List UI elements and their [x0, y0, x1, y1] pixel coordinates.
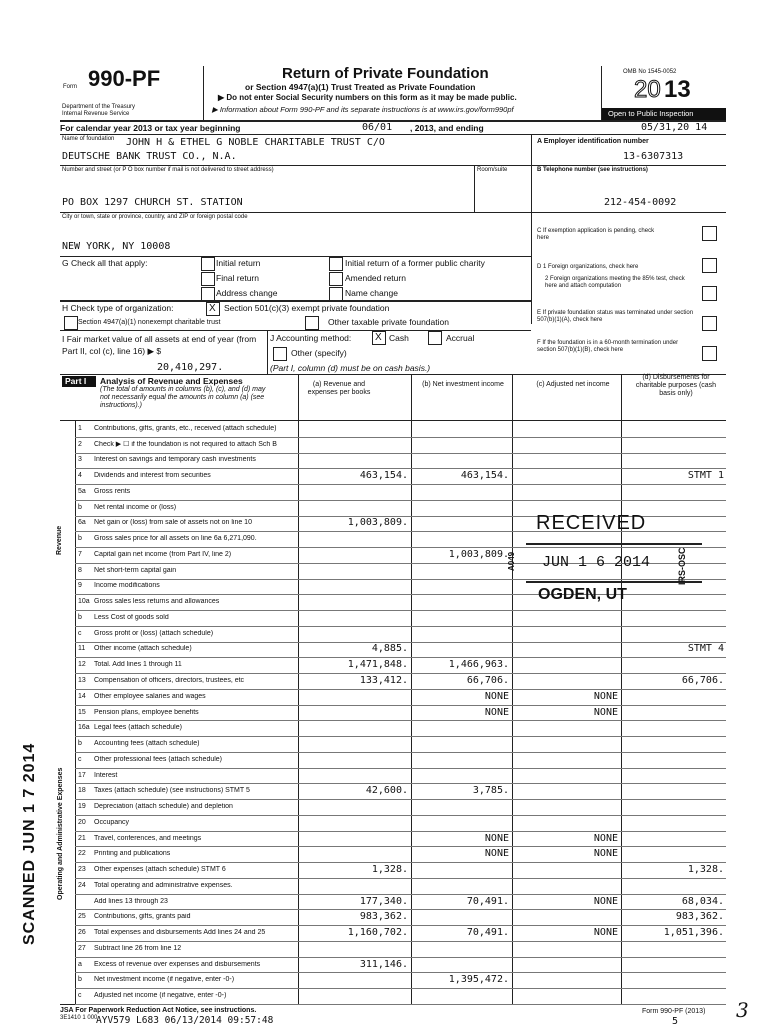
col-c-cell: NONE: [593, 896, 618, 907]
row-divider: [75, 736, 726, 737]
row-divider: [75, 783, 726, 784]
address-label: Address change: [216, 288, 278, 298]
row-label: Add lines 13 through 23: [94, 898, 168, 905]
row-divider: [75, 831, 726, 832]
expenses-section-label: Operating and Administrative Expenses: [57, 767, 64, 900]
col-d-cell: 1,328.: [687, 864, 724, 875]
row-divider: [75, 484, 726, 485]
row-label: Compensation of officers, directors, trustees, etc: [94, 677, 245, 684]
row-number: 11: [78, 645, 86, 652]
d1-label: D 1 Foreign organizations, check here: [537, 264, 639, 270]
col-b-header: (b) Net investment income: [422, 381, 504, 388]
row-divider: [75, 768, 726, 769]
row-number: 5a: [78, 488, 86, 495]
row-label: Occupancy: [94, 819, 130, 826]
g-label: G Check all that apply:: [62, 258, 148, 268]
col-a-cell: 177,340.: [359, 896, 408, 907]
cash-label: Cash: [389, 333, 409, 343]
row-number: c: [78, 630, 82, 637]
col-b-cell: 1,466,963.: [448, 659, 509, 670]
d2-checkbox[interactable]: [702, 286, 717, 301]
col-b-cell: 463,154.: [460, 470, 509, 481]
row-label: Travel, conferences, and meetings: [94, 835, 202, 842]
row-label: Gross sales price for all assets on line 6a 6,271,090.: [94, 535, 257, 542]
street-label: Number and street (or P O box number if mail is not delivered to street address): [62, 167, 274, 173]
final-label: Final return: [216, 273, 259, 283]
col-d-cell: 66,706.: [681, 675, 724, 686]
row-number: 23: [78, 866, 86, 873]
row-divider: [75, 988, 726, 989]
row-number: 2: [78, 441, 82, 448]
c-label: C If exemption application is pending, check here: [537, 228, 655, 241]
row-number: 12: [78, 661, 86, 668]
row-label: Accounting fees (attach schedule): [94, 740, 200, 747]
address-checkbox[interactable]: [201, 287, 215, 301]
begin-date: 06/01: [362, 122, 393, 133]
h4947-checkbox[interactable]: [64, 316, 78, 330]
row-divider: [75, 626, 726, 627]
row-label: Legal fees (attach schedule): [94, 724, 182, 731]
row-number: 7: [78, 551, 82, 558]
row-number: 18: [78, 787, 86, 794]
col-c-cell: NONE: [593, 691, 618, 702]
part1-tag: Part I: [62, 376, 96, 387]
phone-label: B Telephone number (see instructions): [537, 167, 648, 173]
year-outline: 20: [634, 76, 661, 103]
form-label: Form: [63, 84, 77, 90]
row-number: 25: [78, 913, 86, 920]
row-number: 14: [78, 693, 86, 700]
col-a-header: (a) Revenue and expenses per books: [307, 381, 371, 397]
final-checkbox[interactable]: [201, 272, 215, 286]
d1-checkbox[interactable]: [702, 258, 717, 273]
row-label: Pension plans, employee benefits: [94, 709, 199, 716]
row-divider: [75, 957, 726, 958]
street-value: PO BOX 1297 CHURCH ST. STATION: [62, 197, 243, 208]
row-number: c: [78, 756, 82, 763]
row-label: Less Cost of goods sold: [94, 614, 169, 621]
h501-label: Section 501(c)(3) exempt private foundation: [224, 303, 390, 313]
h4947-label: Section 4947(a)(1) nonexempt charitable trust: [78, 319, 221, 326]
accrual-label: Accrual: [446, 333, 475, 343]
row-divider: [75, 453, 726, 454]
row-number: 27: [78, 945, 86, 952]
row-divider: [75, 909, 726, 910]
room-label: Room/suite: [477, 167, 508, 173]
calendar-label: For calendar year 2013 or tax year beginning: [60, 123, 241, 133]
name-label: Name of foundation: [62, 136, 115, 142]
row-number: 3: [78, 456, 82, 463]
open-public-banner: Open to Public Inspection: [602, 108, 726, 120]
row-number: 26: [78, 929, 86, 936]
row-divider: [75, 673, 726, 674]
c-checkbox[interactable]: [702, 226, 717, 241]
row-divider: [75, 752, 726, 753]
col-b-cell: 1,395,472.: [448, 974, 509, 985]
form-number: 990-PF: [88, 66, 161, 91]
col-c-cell: NONE: [593, 833, 618, 844]
row-divider: [75, 894, 726, 895]
row-number: 9: [78, 582, 82, 589]
e-label: E If private foundation status was terminated under section 507(b)(1)(A), check here: [537, 310, 694, 323]
row-number: 13: [78, 677, 86, 684]
row-label: Total operating and administrative expenses.: [94, 882, 233, 889]
form-code: 3E1410 1 000: [60, 1015, 98, 1021]
row-number: 19: [78, 803, 86, 810]
amended-label: Amended return: [345, 273, 406, 283]
row-label: Gross profit or (loss) (attach schedule): [94, 630, 214, 637]
col-d-cell: STMT 4: [687, 643, 724, 654]
row-number: 4: [78, 472, 82, 479]
col-b-cell: 66,706.: [466, 675, 509, 686]
revenue-section-label: Revenue: [56, 525, 63, 555]
row-number: 24: [78, 882, 86, 889]
row-number: 15: [78, 709, 86, 716]
row-divider: [75, 437, 726, 438]
row-number: 17: [78, 772, 86, 779]
dept-label: Department of the Treasury: [62, 104, 136, 110]
row-number: b: [78, 535, 82, 542]
row-label: Net investment income (if negative, enter -0-): [94, 976, 235, 983]
part1-note: (The total of amounts in columns (b), (c), and (d) may not necessarily equal the amounts in column (a) (see instructions).): [100, 386, 266, 410]
row-label: Other employee salaries and wages: [94, 693, 206, 700]
i-value: 20,410,297.: [157, 362, 224, 373]
handwritten-mark: 3: [736, 998, 749, 1022]
part1-title: Analysis of Revenue and Expenses: [100, 376, 243, 386]
page-title: Return of Private Foundation: [282, 65, 489, 82]
col-d-header: (d) Disbursements for charitable purposes (cash basis only): [635, 374, 717, 398]
row-label: Net gain or (loss) from sale of assets not on line 10: [94, 519, 252, 526]
end-date: 05/31,20 14: [641, 122, 708, 133]
row-number: 20: [78, 819, 86, 826]
row-divider: [75, 705, 726, 706]
row-label: Adjusted net income (if negative, enter -0-): [94, 992, 227, 999]
j-label: J Accounting method:: [270, 333, 352, 343]
batch-stamp: AYV579 L683 06/13/2014 09:57:48: [96, 1015, 274, 1026]
col-a-cell: 133,412.: [359, 675, 408, 686]
form-ref: Form 990-PF (2013): [642, 1008, 706, 1015]
foundation-name: JOHN H & ETHEL G NOBLE CHARITABLE TRUST C/O: [126, 137, 385, 148]
row-divider: [75, 468, 726, 469]
row-divider: [75, 815, 726, 816]
row-divider: [75, 500, 726, 501]
col-b-cell: 70,491.: [466, 896, 509, 907]
row-number: 10a: [78, 598, 90, 605]
row-number: b: [78, 504, 82, 511]
row-label: Interest on savings and temporary cash investments: [94, 456, 256, 463]
city-label: City or town, state or province, country, and ZIP or foreign postal code: [62, 214, 248, 220]
row-label: Gross sales less returns and allowances: [94, 598, 220, 605]
row-label: Excess of revenue over expenses and disbursements: [94, 961, 261, 968]
f-label: F If the foundation is in a 60-month termination under section 507(b)(1)(B), check here: [537, 340, 679, 353]
col-d-cell: 68,034.: [681, 896, 724, 907]
row-label: Printing and publications: [94, 850, 171, 857]
name-change-label: Name change: [345, 288, 398, 298]
row-number: 1: [78, 425, 82, 432]
row-label: Other expenses (attach schedule) STMT 6: [94, 866, 226, 873]
row-divider: [75, 799, 726, 800]
row-label: Gross rents: [94, 488, 131, 495]
row-number: 22: [78, 850, 86, 857]
year-bold: 13: [664, 76, 691, 103]
irs-label: Internal Revenue Service: [62, 111, 130, 117]
row-number: 16a: [78, 724, 90, 731]
col-b-cell: NONE: [484, 833, 509, 844]
row-label: Net rental income or (loss): [94, 504, 177, 511]
row-number: 8: [78, 567, 82, 574]
initial-checkbox[interactable]: [201, 257, 215, 271]
other-method-label: Other (specify): [291, 348, 347, 358]
year-ending-label: , 2013, and ending: [410, 123, 484, 133]
omb-number: OMB No 1545-0052: [623, 69, 677, 75]
row-divider: [75, 846, 726, 847]
other-method-checkbox[interactable]: [273, 347, 287, 361]
row-divider: [75, 689, 726, 690]
foundation-name-2: DEUTSCHE BANK TRUST CO., N.A.: [62, 151, 237, 162]
row-number: b: [78, 614, 82, 621]
row-number: 6a: [78, 519, 86, 526]
col-b-cell: NONE: [484, 707, 509, 718]
col-c-cell: NONE: [593, 927, 618, 938]
f-checkbox[interactable]: [702, 346, 717, 361]
i-label: I Fair market value of all assets at end of year (from Part II, col (c), line 16) ▶ $: [62, 334, 257, 357]
col-a-cell: 1,160,702.: [347, 927, 408, 938]
cash-basis-note: (Part I, column (d) must be on cash basis.): [270, 363, 431, 373]
row-label: Other income (attach schedule): [94, 645, 192, 652]
col-d-cell: STMT 1: [687, 470, 724, 481]
col-a-cell: 463,154.: [359, 470, 408, 481]
row-divider: [75, 1004, 726, 1005]
accrual-checkbox[interactable]: [428, 331, 442, 345]
row-label: Total. Add lines 1 through 11: [94, 661, 182, 668]
row-label: Check ▶ ☐ if the foundation is not required to attach Sch B: [94, 441, 277, 448]
row-number: 21: [78, 835, 86, 842]
row-label: Contributions, gifts, grants paid: [94, 913, 191, 920]
col-d-cell: 983,362.: [675, 911, 724, 922]
ein-label: A Employer identification number: [537, 138, 649, 145]
col-c-cell: NONE: [593, 707, 618, 718]
paperwork-notice: JSA For Paperwork Reduction Act Notice, see instructions.: [60, 1007, 257, 1014]
name-change-checkbox[interactable]: [329, 287, 343, 301]
info-line: ▶ Information about Form 990-PF and its separate instructions is at www.irs.gov/form990pf: [212, 105, 514, 114]
initial-label: Initial return: [216, 258, 261, 268]
h501-checkbox[interactable]: X: [206, 302, 220, 316]
phone-value: 212-454-0092: [604, 197, 677, 208]
row-divider: [75, 862, 726, 863]
row-divider: [75, 941, 726, 942]
col-b-cell: 70,491.: [466, 927, 509, 938]
col-b-cell: 1,003,809.: [448, 549, 509, 560]
row-divider: [75, 610, 726, 611]
col-a-cell: 4,885.: [371, 643, 408, 654]
col-a-cell: 1,471,848.: [347, 659, 408, 670]
col-c-cell: NONE: [593, 848, 618, 859]
scanned-stamp: SCANNED JUN 1 7 2014: [21, 742, 38, 945]
col-b-cell: NONE: [484, 848, 509, 859]
d2-label: 2 Foreign organizations meeting the 85% test, check here and attach computation: [545, 276, 685, 289]
col-b-cell: 3,785.: [472, 785, 509, 796]
ssn-warning: ▶ Do not enter Social Security numbers on this form as it may be made public.: [218, 93, 517, 102]
col-a-cell: 42,600.: [365, 785, 408, 796]
row-label: Capital gain net income (from Part IV, line 2): [94, 551, 232, 558]
row-number: c: [78, 992, 82, 999]
ein-value: 13-6307313: [623, 151, 684, 162]
row-label: Depreciation (attach schedule) and depletion: [94, 803, 233, 810]
row-divider: [75, 878, 726, 879]
received-stamp: RECEIVED JUN 1 6 2014 OGDEN, UT A049 IRS-OSC: [512, 509, 712, 609]
row-number: a: [78, 961, 82, 968]
amended-checkbox[interactable]: [329, 272, 343, 286]
city-value: NEW YORK, NY 10008: [62, 241, 171, 252]
col-a-cell: 311,146.: [359, 959, 408, 970]
col-a-cell: 983,362.: [359, 911, 408, 922]
col-c-header: (c) Adjusted net income: [536, 381, 610, 388]
cash-checkbox[interactable]: X: [372, 331, 386, 345]
row-label: Net short-term capital gain: [94, 567, 177, 574]
e-checkbox[interactable]: [702, 316, 717, 331]
row-divider: [75, 972, 726, 973]
row-divider: [75, 657, 726, 658]
row-divider: [75, 925, 726, 926]
row-label: Subtract line 26 from line 12: [94, 945, 182, 952]
page-number: 5: [672, 1016, 679, 1027]
col-b-cell: NONE: [484, 691, 509, 702]
col-a-cell: 1,328.: [371, 864, 408, 875]
row-label: Other professional fees (attach schedule): [94, 756, 223, 763]
initial-former-checkbox[interactable]: [329, 257, 343, 271]
col-a-cell: 1,003,809.: [347, 517, 408, 528]
row-label: Income modifications: [94, 582, 160, 589]
hother-label: Other taxable private foundation: [328, 317, 449, 327]
initial-former-label: Initial return of a former public charity: [345, 258, 485, 268]
h-label: H Check type of organization:: [62, 303, 174, 313]
col-d-cell: 1,051,396.: [663, 927, 724, 938]
row-label: Taxes (attach schedule) (see instructions) STMT 5: [94, 787, 250, 794]
row-label: Interest: [94, 772, 118, 779]
row-number: b: [78, 740, 82, 747]
row-label: Total expenses and disbursements Add lines 24 and 25: [94, 929, 266, 936]
row-label: Dividends and interest from securities: [94, 472, 211, 479]
row-label: Contributions, gifts, grants, etc., received (attach schedule): [94, 425, 277, 432]
row-divider: [75, 720, 726, 721]
row-number: b: [78, 976, 82, 983]
subtitle: or Section 4947(a)(1) Trust Treated as Private Foundation: [245, 82, 476, 92]
hother-checkbox[interactable]: [305, 316, 319, 330]
